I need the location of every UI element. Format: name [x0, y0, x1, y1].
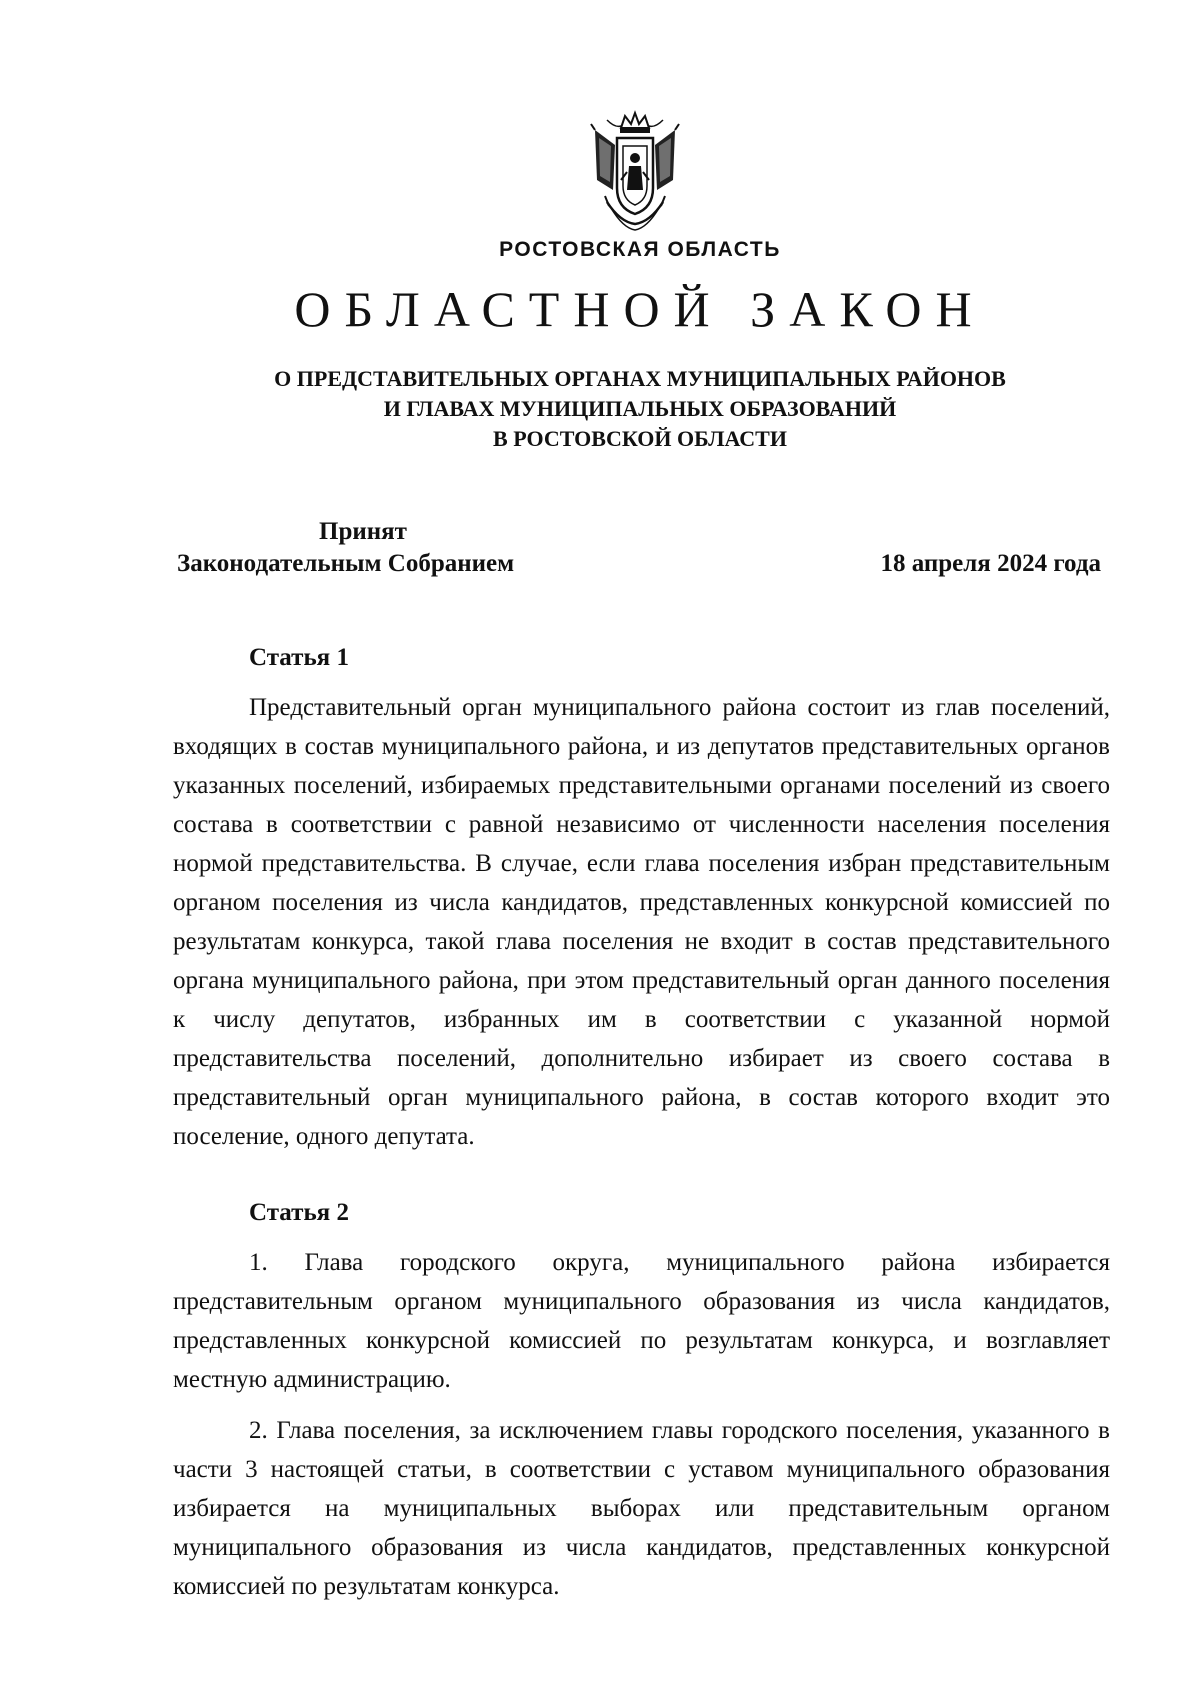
subject-line: И ГЛАВАХ МУНИЦИПАЛЬНЫХ ОБРАЗОВАНИЙ: [383, 396, 897, 421]
adoption-block: [177, 516, 577, 580]
article-paragraph: 2. Глава поселения, за исключением главы городского поселения, указанного в части 3 настоящей статьи, в соответствии с уставом муниципального образования избирается на муниципальных выборах или представительным органом муниципального образования из числа кандидатов, представленных конкурсной комиссией по результатам конкурса.: [173, 1417, 1110, 1600]
article-paragraph: Представительный орган муниципального района состоит из глав поселений, входящих в состав муниципального района, и из депутатов представительных органов указанных поселений, избираемых представительными органами поселений из своего состава в соответствии с равной независимо от численности населения поселения нормой представительства. В случае, если глава поселения избран представительным органом поселения из числа кандидатов, представленных конкурсной комиссией по результатам конкурса, такой глава поселения не входит в состав представительного органа муниципального района, при этом представительный орган данного поселения к числу депутатов, избранных им в соответствии с указанной нормой представительства поселений, дополнительно избирает из своего состава в представительный орган муниципального района, в состав которого входит это поселение, одного депутата.: [173, 694, 1110, 1150]
article-paragraph: 1. Глава городского округа, муниципального района избирается представительным органом муниципального образования из числа кандидатов, представленных конкурсной комиссией по результатам конкурса, и возглавляет местную администрацию.: [173, 1249, 1110, 1393]
adoption-date: 18 апреля 2024 года: [880, 550, 1101, 577]
adoption-line-1: Принят: [319, 518, 407, 545]
subject-line: В РОСТОВСКОЙ ОБЛАСТИ: [493, 426, 787, 451]
article-1: [173, 640, 1110, 1168]
subject-line: О ПРЕДСТАВИТЕЛЬНЫХ ОРГАНАХ МУНИЦИПАЛЬНЫХ РАЙОНОВ: [274, 366, 1006, 391]
rostov-oblast-coat-of-arms-icon: [585, 110, 685, 235]
article-heading: Статья 1: [249, 644, 349, 671]
law-subject-title: [0, 364, 1200, 454]
article-heading: Статья 2: [249, 1199, 349, 1226]
region-name: РОСТОВСКАЯ ОБЛАСТЬ: [499, 238, 781, 261]
document-type-title: ОБЛАСТНОЙ ЗАКОН: [294, 281, 986, 337]
article-2: [173, 1195, 1110, 1618]
adoption-line-2: Законодательным Собранием: [177, 550, 515, 577]
